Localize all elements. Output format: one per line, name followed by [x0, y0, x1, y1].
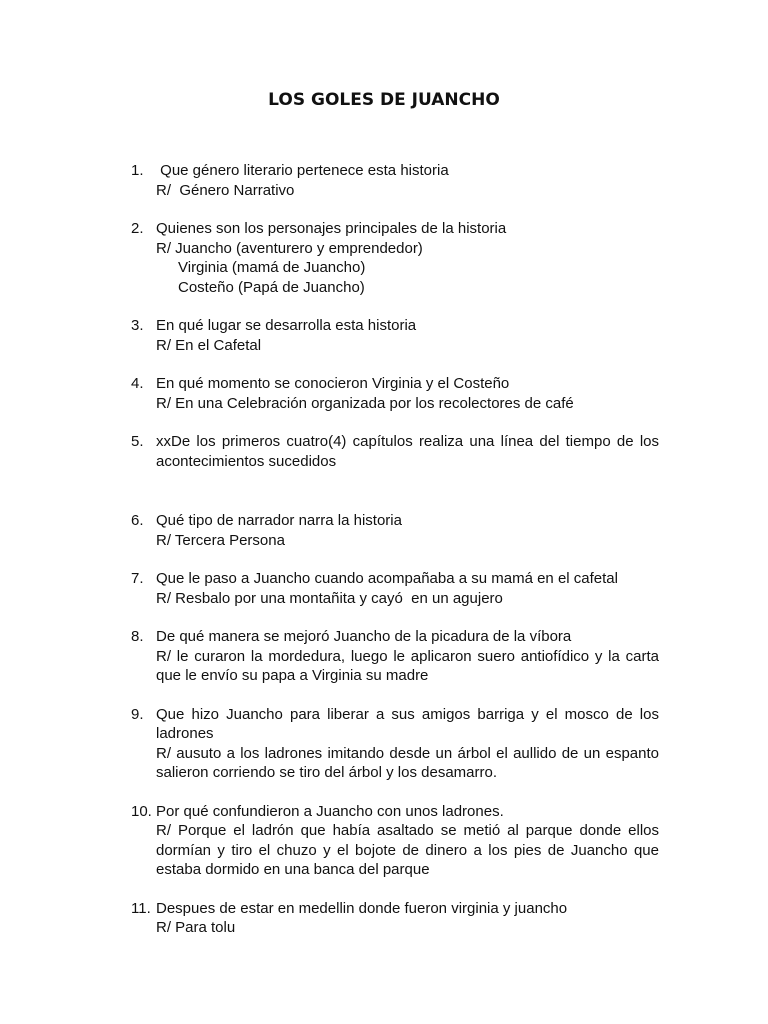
answer-text: R/ Género Narrativo	[156, 181, 295, 199]
question-number: 3.	[131, 317, 144, 334]
question-number: 6.	[131, 512, 144, 529]
answer-text: R/ En el Cafetal	[156, 336, 262, 354]
question-number: 1.	[131, 162, 144, 179]
question-item-8	[131, 627, 659, 686]
question-text: De qué manera se mejoró Juancho de la picadura de la víbora	[156, 628, 572, 645]
question-number: 4.	[131, 375, 144, 392]
answer-text: R/ ausuto a los ladrones imitando desde un árbol el aullido de un espanto salieron corriendo se tiro del árbol y los desamarro.	[156, 744, 659, 781]
question-number: 10.	[131, 802, 152, 820]
document-title: LOS GOLES DE JUANCHO	[268, 90, 500, 110]
question-number: 11.	[131, 899, 151, 917]
question-item-4	[131, 374, 659, 413]
question-text: En qué momento se conocieron Virginia y el Costeño	[156, 375, 510, 392]
answer-text: R/ Tercera Persona	[156, 531, 285, 549]
question-item-6	[131, 511, 659, 550]
answer-text: R/ Para tolu	[156, 919, 236, 936]
question-item-2	[131, 219, 659, 297]
question-item-11	[131, 899, 659, 938]
question-item-3	[131, 316, 659, 355]
question-item-5	[131, 432, 659, 471]
answer-text: R/ Porque el ladrón que había asaltado se metió al parque donde ellos dormían y tiro el chuzo y el bojote de dinero a los pies de Juancho que estaba dormido en una banca del parque	[156, 822, 659, 878]
question-text: Que le paso a Juancho cuando acompañaba a su mamá en el cafetal	[156, 570, 618, 587]
answer-text: R/ Juancho (aventurero y emprendedor)	[156, 239, 423, 257]
question-text: Por qué confundieron a Juancho con unos ladrones.	[156, 802, 504, 820]
question-item-7	[131, 569, 659, 608]
question-number: 5.	[131, 433, 144, 450]
answer-continuation: Virginia (mamá de Juancho)	[178, 259, 366, 276]
question-text: Que género literario pertenece esta historia	[156, 162, 449, 179]
question-item-9	[131, 705, 659, 783]
question-number: 7.	[131, 570, 144, 587]
question-list	[131, 161, 659, 938]
answer-text: R/ Resbalo por una montañita y cayó en un agujero	[156, 589, 503, 607]
question-text: Quienes son los personajes principales de la historia	[156, 220, 507, 237]
question-item-10	[131, 802, 659, 880]
answer-continuation: Costeño (Papá de Juancho)	[178, 278, 365, 296]
question-text: Que hizo Juancho para liberar a sus amigos barriga y el mosco de los ladrones	[156, 705, 659, 742]
question-item-1	[131, 161, 659, 200]
answer-text: R/ le curaron la mordedura, luego le aplicaron suero antiofídico y la carta que le envío su papa a Virginia su madre	[156, 647, 659, 684]
answer-text: R/ En una Celebración organizada por los recolectores de café	[156, 394, 574, 412]
question-text: xxDe los primeros cuatro(4) capítulos realiza una línea del tiempo de los acontecimientos sucedidos	[156, 433, 659, 470]
question-text: Despues de estar en medellin donde fueron virginia y juancho	[156, 899, 568, 917]
question-text: En qué lugar se desarrolla esta historia	[156, 317, 417, 334]
question-number: 9.	[131, 705, 144, 723]
question-number: 2.	[131, 220, 144, 237]
question-text: Qué tipo de narrador narra la historia	[156, 512, 402, 529]
question-number: 8.	[131, 628, 144, 645]
